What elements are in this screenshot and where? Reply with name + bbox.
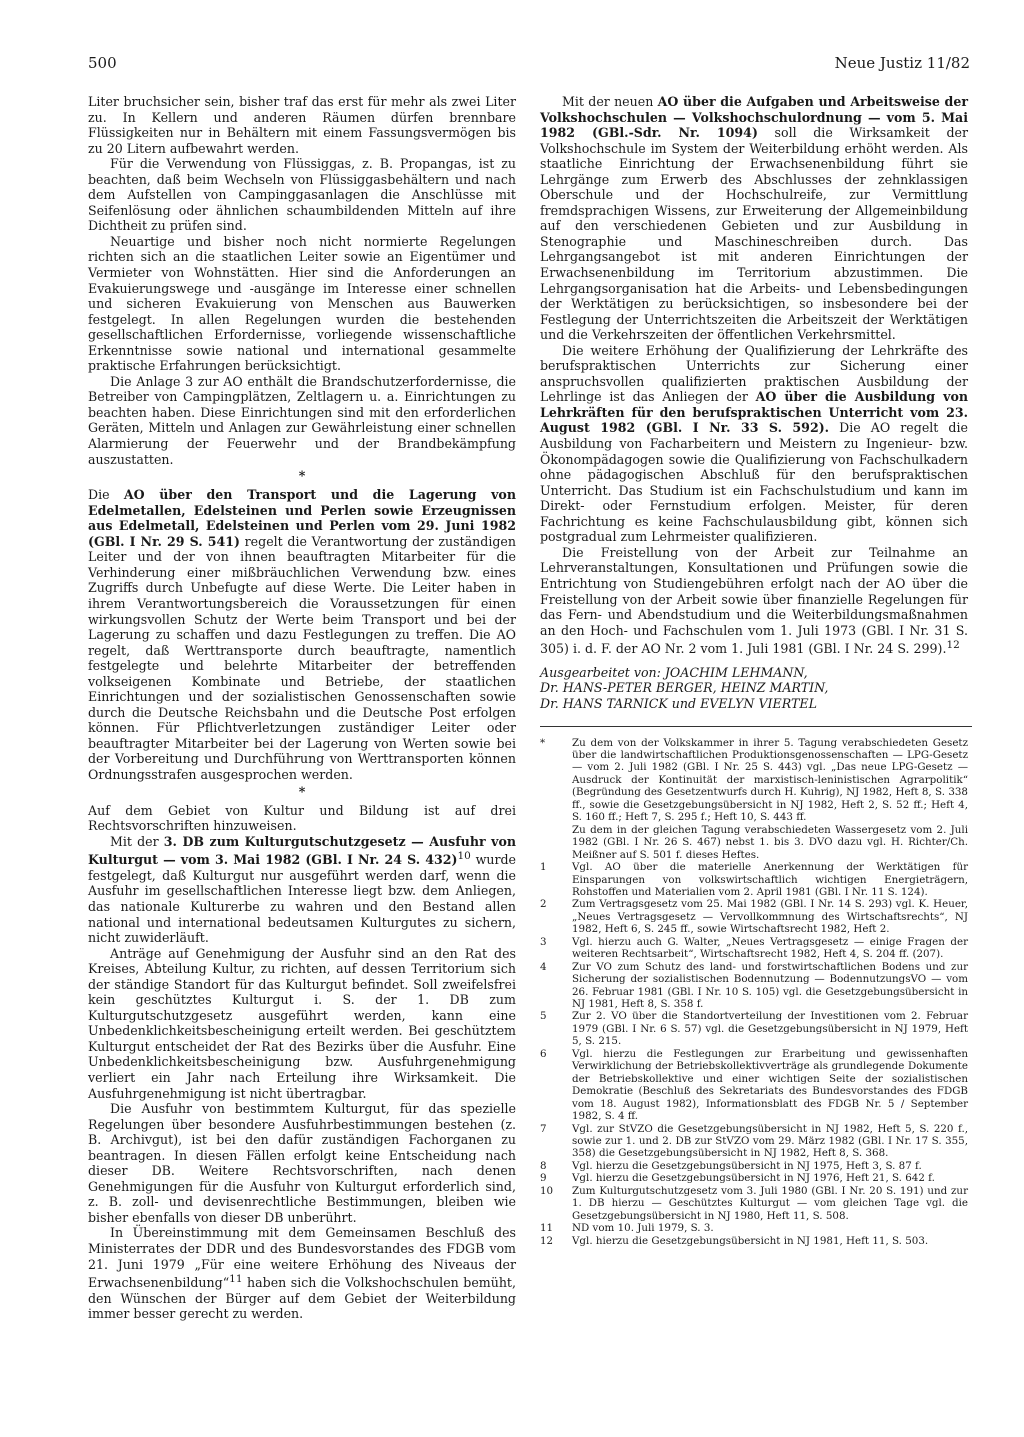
- footnote: [540, 1123, 968, 1160]
- paragraph: [540, 545, 968, 657]
- paragraph: [88, 946, 516, 1101]
- right-column-paragraphs: [540, 94, 968, 657]
- regulation-title: AO über den Transport und die Lagerung von Edelmetallen, Edelsteinen und Perlen sowie Erzeugnissen aus Edelmetall, Edelsteinen und Perlen vom 29. Juni 1982 (GBl. I Nr. 29 S. 541): [88, 487, 516, 549]
- paragraph: [88, 834, 516, 946]
- footnote-marker: 3: [540, 935, 547, 948]
- footnote-text: Zum Vertragsgesetz vom 25. Mai 1982 (GBl. I Nr. 14 S. 293) vgl. K. Heuer, „Neues Vertragsgesetz — Vervollkommnung des Wirtschaftsrechts“, NJ 1982, Heft 6, S. 245 ff., sowie Wirtschaftsrecht 1982, Heft 2.: [572, 898, 968, 936]
- text-run: Anträge auf Genehmigung der Ausfuhr sind an den Rat des Kreises, Abteilung Kultur, zu richten, auf dessen Territorium sich der ständige Standort für das Kulturgut befindet. Soll zweifelsfrei kein geschütztes Kulturgut i. S. der 1. DB zum Kulturgutschutzgesetz ausgeführt werden, kann eine Unbedenklichkeitsbescheinigung erteilt werden. Bei geschütztem Kulturgut entscheidet der Rat des Bezirks über die Ausfuhr. Eine Unbedenklichkeitsbescheinigung bzw. Ausfuhrgenehmigung verliert ein Jahr nach Erteilung ihre Wirksamkeit. Die Ausfuhrgenehmigung ist nicht übertragbar.: [88, 945, 516, 1101]
- footnote-marker: 1: [540, 861, 547, 874]
- footnote-marker: 2: [540, 898, 547, 911]
- footnote-marker: 8: [540, 1159, 547, 1172]
- text-run: In Übereinstimmung mit dem Gemeinsamen Beschluß des Ministerrates der DDR und des Bundesvorstandes des FDGB vom 21. Juni 1979 „Für eine weitere Erhöhung des Niveaus der Erwachsenenbildung“: [88, 1225, 516, 1291]
- footnote-text: Vgl. hierzu die Gesetzgebungsübersicht in NJ 1981, Heft 11, S. 503.: [572, 1234, 929, 1247]
- text-run: soll die Wirksamkeit der Volkshochschule im System der Weiterbildung erhöht werden. Als staatliche Einrichtung der Erwachsenenbildung führt sie Lehrgänge zum Erwerb des Abschlusses der zehnklassigen Oberschule und der Hochschulreife, zur Vermittlung fremdsprachigen Wissens, zur Erweiterung der Allgemeinbildung auf den verschiedenen Gebieten und zur Ausbildung in Stenographie und Maschineschreiben durch. Das Lehrgangsangebot ist mit anderen Einrichtungen der Erwachsenenbildung im Territorium abzustimmen. Die Lehrgangsorganisation hat die Arbeits- und Lebensbedingungen der Werktätigen zu berücksichtigen, so insbesondere bei der Festlegung der Unterrichtszeiten die Arbeitszeit der Werktätigen und die Verkehrszeiten der öffentlichen Verkehrsmittel.: [540, 125, 969, 343]
- regulation-title: AO über die Aufgaben und Arbeitsweise der Volkshochschulen — Volkshochschulordnung — vom 5. Mai 1982 (GBl.-Sdr. Nr. 1094): [540, 94, 968, 141]
- regulation-title: 3. DB zum Kulturgutschutzgesetz — Ausfuhr von Kulturgut — vom 3. Mai 1982 (GBl. I Nr. 24 S. 432): [88, 833, 517, 868]
- footnote: [540, 961, 968, 1011]
- paragraph: [88, 234, 516, 374]
- footnote-text: Zur 2. VO über die Standortverteilung der Investitionen vom 2. Februar 1979 (GBl. I Nr. 6 S. 57) vgl. die Gesetzgebungsübersicht in NJ 1979, Heft 5, S. 215.: [572, 1010, 968, 1048]
- footnote: [540, 737, 968, 824]
- footnote: [540, 824, 968, 861]
- section-separator-star: *: [298, 783, 306, 799]
- footnote-marker: 11: [540, 1222, 554, 1235]
- text-run: Für die Verwendung von Flüssiggas, z. B. Propangas, ist zu beachten, daß beim Wechseln von Flüssiggasbehältern und nach dem Aufstellen von Campinggasanlagen die Anschlüsse mit Seifenlösung oder ähnlichen schaumbildenden Mitteln auf ihre Dichtheit zu prüfen sind.: [88, 156, 516, 234]
- footnote-ref: 10: [457, 850, 471, 863]
- journal-issue: Neue Justiz 11/82: [834, 54, 970, 72]
- footnote-text: Vgl. hierzu die Festlegungen zur Erarbeitung und gewissenhaften Verwirklichung der Betriebskollektivverträge als grundlegende Dokumente der Betriebskollektive und einer wichtigen Seite der sozialistischen Demokratie (Beschluß des Sekretariats des Bundesvorstandes des FDGB vom 18. August 1982), Informationsblatt des FDGB Nr. 5 / September 1982, S. 4 ff.: [572, 1047, 968, 1123]
- footnote-marker: 9: [540, 1172, 547, 1185]
- right-column: [540, 94, 968, 1247]
- page-number: 500: [88, 54, 117, 72]
- footnote-marker: 12: [540, 1234, 554, 1247]
- left-column: [88, 94, 516, 1322]
- author-line: Dr. HANS-PETER BERGER, HEINZ MARTIN,: [540, 680, 829, 696]
- footnote-text: ND vom 10. Juli 1979, S. 3.: [572, 1222, 714, 1235]
- paragraph: [88, 156, 516, 234]
- page-header: [88, 54, 970, 76]
- footnote-marker: 4: [540, 960, 547, 973]
- text-run: Liter bruchsicher sein, bisher traf das erst für mehr als zwei Liter zu. In Kellern und anderen Räumen dürfen brennbare Flüssigkeiten nur in Behältern mit einem Fassungsvermögen bis zu 20 Litern aufbewahrt werden.: [88, 94, 516, 156]
- footnote-text: Zu dem in der gleichen Tagung verabschiedeten Wassergesetz vom 2. Juli 1982 (GBl. I Nr. 26 S. 467) nebst 1. bis 3. DVO dazu vgl. H. Richter/Ch. Meißner auf S. 501 f. dieses Heftes.: [572, 823, 968, 861]
- paragraph: [88, 803, 516, 834]
- paragraph: [540, 94, 968, 343]
- footnote: [540, 861, 968, 898]
- footnote: [540, 1185, 968, 1222]
- footnote-text: Vgl. hierzu die Gesetzgebungsübersicht in NJ 1976, Heft 21, S. 642 f.: [572, 1172, 935, 1185]
- footnote-marker: 7: [540, 1122, 547, 1135]
- text-run: Auf dem Gebiet von Kultur und Bildung ist auf drei Rechtsvorschriften hinzuweisen.: [88, 802, 516, 834]
- footnote-marker: 6: [540, 1047, 547, 1060]
- text-run: Neuartige und bisher noch nicht normierte Regelungen richten sich an die staatlichen Leiter sowie an Eigentümer und Vermieter von Wohnstätten. Hier sind die Anforderungen an Evakuierungswege und -ausgänge im Interesse einer schnellen und sicheren Evakuierung von Menschen aus Bauwerken festgelegt. In allen Regelungen wurden die bestehenden gesellschaftlichen Erfordernisse, vorliegende wissenschaftliche Erkenntnisse sowie national und international gesammelte praktische Erfahrungen berücksichtigt.: [88, 233, 516, 374]
- footnote: [540, 936, 968, 961]
- text-run: Mit der neuen: [562, 94, 658, 109]
- authors-credit: [540, 665, 968, 712]
- footnote: [540, 1160, 968, 1172]
- footnote-text: Vgl. AO über die materielle Anerkennung der Werktätigen für Einsparungen von volkswirtschaftlich wichtigen Energieträgern, Rohstoffen und Materialien vom 2. April 1981 (GBl. I Nr. 11 S. 124).: [572, 861, 968, 898]
- footnote: [540, 1235, 968, 1247]
- footnote-text: Vgl. hierzu die Gesetzgebungsübersicht in NJ 1975, Heft 3, S. 87 f.: [572, 1159, 922, 1172]
- text-run: Die: [88, 487, 124, 503]
- text-run: Die Freistellung von der Arbeit zur Teilnahme an Lehrveranstaltungen, Konsultationen und Prüfungen sowie die Entrichtung von Studiengebühren erfolgt nach der AO über die Freistellung von der Arbeit sowie über finanzielle Regelungen für das Fern- und Abendstudium und die Weiterbildungsmaßnahmen an den Hoch- und Fachschulen vom 1. Juli 1973 (GBl. I Nr. 31 S. 305) i. d. F. der AO Nr. 2 vom 1. Juli 1981 (GBl. I Nr. 24 S. 299).: [540, 544, 968, 657]
- footnote-separator: [540, 726, 972, 727]
- footnote: [540, 898, 968, 935]
- paragraph: [540, 343, 968, 545]
- text-run: Die weitere Erhöhung der Qualifizierung der Lehrkräfte des berufspraktischen Unterrichts zur Sicherung einer anspruchsvollen qualifizierten praktischen Ausbildung der Lehrlinge ist das Anliegen der: [540, 342, 968, 405]
- footnote-ref: 12: [946, 639, 960, 652]
- paragraph: [88, 1225, 516, 1321]
- paragraph: [88, 374, 516, 467]
- footnote-text: Zum Kulturgutschutzgesetz vom 3. Juli 1980 (GBl. I Nr. 20 S. 191) und zur 1. DB hierzu — Geschütztes Kulturgut — vom gleichen Tage vgl. die Gesetzgebungsübersicht in NJ 1980, Heft 11, S. 508.: [572, 1184, 968, 1222]
- paragraph: [88, 94, 516, 156]
- text-run: Die Anlage 3 zur AO enthält die Brandschutzerfordernisse, die Betreiber von Campingplätzen, Zeltlagern u. a. Einrichtungen zu beachten haben. Diese Einrichtungen sind mit den erforderlichen Geräten, Mitteln und Anlagen zur Gewährleistung einer schnellen Alarmierung der Feuerwehr und der Brandbekämpfung auszustatten.: [88, 373, 516, 467]
- footnote-ref: 11: [229, 1273, 243, 1286]
- text-run: Die Ausfuhr von bestimmtem Kulturgut, für das spezielle Regelungen über besondere Ausfuhrbestimmungen bestehen (z. B. Archivgut), ist bei den dafür zuständigen Fachorganen zu beantragen. In diesen Fällen erfolgt keine Entscheidung nach dieser DB. Weitere Rechtsvorschriften, nach denen Genehmigungen für die Ausfuhr von Kulturgut erforderlich sind, z. B. zoll- und devisenrechtliche Bestimmungen, bleiben wie bisher ebenfalls von dieser DB unberührt.: [88, 1101, 516, 1225]
- footnote-text: Vgl. zur StVZO die Gesetzgebungsübersicht in NJ 1982, Heft 5, S. 220 f., sowie zur 1. und 2. DB zur StVZO vom 29. März 1982 (GBl. I Nr. 17 S. 355, 358) die Gesetzgebungsübersicht in NJ 1982, Heft 8, S. 368.: [572, 1122, 968, 1160]
- text-run: haben sich die Volkshochschulen bemüht, den Wünschen der Bürger auf dem Gebiet der Weiterbildung immer besser gerecht zu werden.: [88, 1275, 516, 1322]
- text-run: wurde festgelegt, daß Kulturgut nur ausgeführt werden darf, wenn die Ausfuhr im gesellschaftlichen Interesse liegt bzw. dem Anliegen, das nationale Kulturerbe zu wahren und den Bestand allen national und international bedeutsamen Kulturgutes zu sichern, nicht zuwiderläuft.: [88, 852, 516, 946]
- footnotes: [540, 737, 968, 1248]
- text-run: regelt die Verantwortung der zuständigen Leiter und der von ihnen beauftragten Mitarbeiter für die Verhinderung einer mißbräuchlichen Verwendung bzw. eines Zugriffs durch Unbefugte auf diese Werte. Die Leiter haben in ihrem Verantwortungsbereich die Voraussetzungen für einen wirkungsvollen Schutz der Werte beim Transport und bei der Lagerung zu schaffen und dazu Festlegungen zu treffen. Die AO regelt, daß Werttransporte durch beauftragte, namentlich festgelegte und belehrte Mitarbeiter der betreffenden volkseigenen Kombinate und Betriebe, der staatlichen Einrichtungen und der sozialistischen Genossenschaften sowie durch die Deutsche Reichsbahn und die Deutsche Post erfolgen können. Für Pflichtverletzungen zuständiger Leiter oder beauftragter Mitarbeiter bei der Lagerung von Werten sowie bei der Vorbereitung und Durchführung von Werttransporten können Ordnungsstrafen ausgesprochen werden.: [88, 533, 516, 782]
- footnote-marker: 10: [540, 1184, 554, 1197]
- footnote: [540, 1222, 968, 1234]
- footnote: [540, 1048, 968, 1123]
- footnote-text: Vgl. hierzu auch G. Walter, „Neues Vertragsgesetz — einige Fragen der weiteren Rechtsarbeit“, Wirtschaftsrecht 1982, Heft 4, S. 204 ff. (207).: [572, 935, 968, 961]
- section-separator-star: *: [298, 468, 306, 484]
- regulation-title: AO über die Ausbildung von Lehrkräften für den berufspraktischen Unterricht vom 23. August 1982 (GBl. I Nr. 33 S. 592).: [540, 389, 969, 436]
- paragraph: [88, 487, 516, 782]
- text-run: Mit der: [110, 833, 164, 849]
- text-run: Die AO regelt die Ausbildung von Facharbeitern und Meistern zu Ingenieur- bzw. Ökonompädagogen sowie die Qualifizierung von Fachschulkadern ohne pädagogischen Abschluß für den berufspraktischen Unterricht. Das Studium ist ein Fachschulstudium und kann im Direkt- oder Fernstudium erfolgen. Meister, für deren Fachrichtung es keine Fachschulausbildung gibt, können sich postgradual zum Lehrmeister qualifizieren.: [540, 420, 968, 545]
- footnote-marker: *: [540, 736, 546, 749]
- author-line: Ausgearbeitet von: JOACHIM LEHMANN,: [540, 664, 808, 680]
- paragraph: [88, 1101, 516, 1225]
- author-line: Dr. HANS TARNICK und EVELYN VIERTEL: [540, 695, 817, 711]
- footnote: [540, 1172, 968, 1184]
- footnote-text: Zu dem von der Volkskammer in ihrer 5. Tagung verabschiedeten Gesetz über die landwirtschaftlichen Produktionsgenossenschaften — LPG-Gesetz — vom 2. Juli 1982 (GBl. I Nr. 25 S. 443) vgl. „Das neue LPG-Gesetz — Ausdruck der Kontinuität der marxistisch-leninistischen Agrarpolitik“ (Begründung des Gesetzentwurfs durch H. Kuhrig), NJ 1982, Heft 8, S. 338 ff., sowie die Gesetzgebungsübersicht in NJ 1982, Heft 2, S. 52 ff.; Heft 4, S. 160 ff.; Heft 7, S. 295 f.; Heft 10, S. 443 ff.: [572, 736, 968, 824]
- footnote-text: Zur VO zum Schutz des land- und forstwirtschaftlichen Bodens und zur Sicherung der sozialistischen Bodennutzung — BodennutzungsVO — vom 26. Februar 1981 (GBl. I Nr. 10 S. 105) vgl. die Gesetzgebungsübersicht in NJ 1981, Heft 8, S. 358 f.: [572, 960, 968, 1011]
- footnote-marker: 5: [540, 1010, 547, 1023]
- footnote: [540, 1010, 968, 1047]
